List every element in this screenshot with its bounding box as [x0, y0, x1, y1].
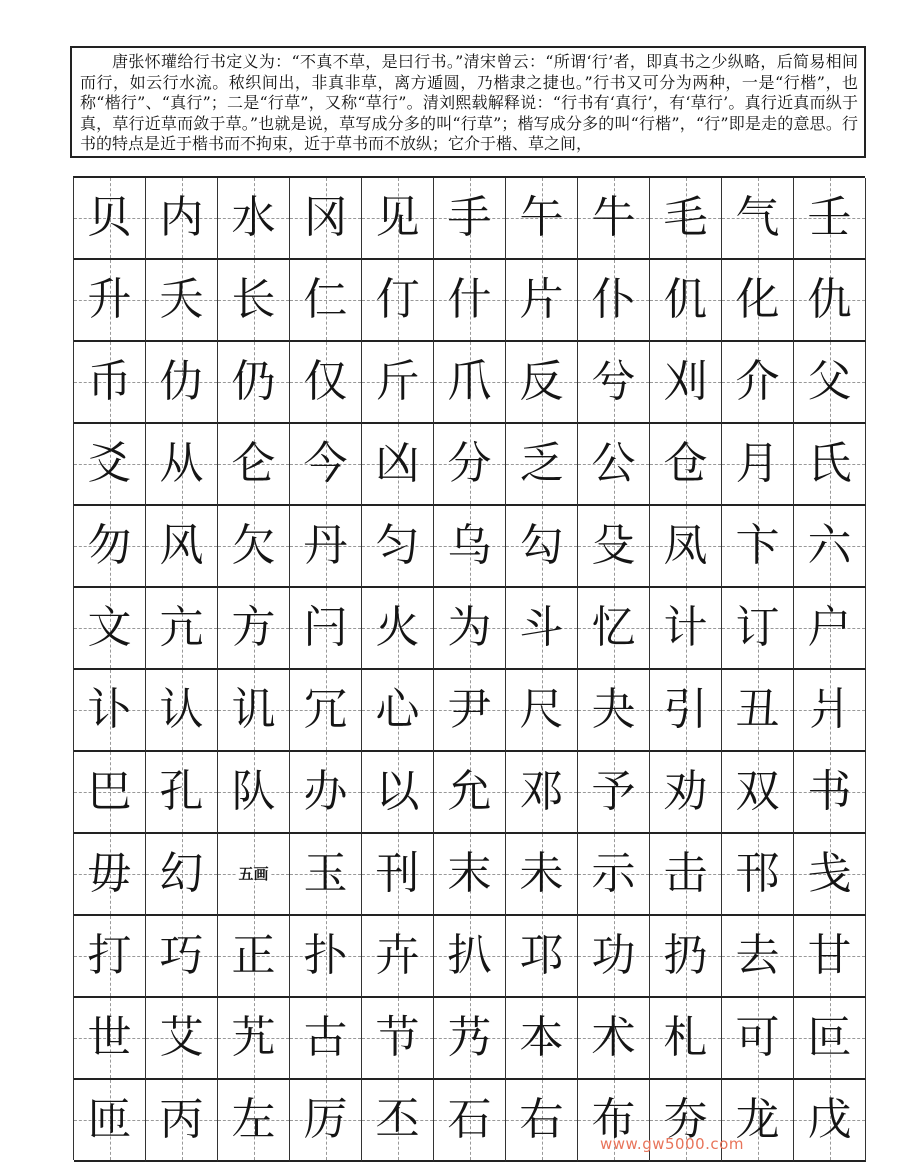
grid-cell: [722, 342, 794, 424]
calligraphy-character: 艽: [231, 1012, 276, 1063]
grid-cell: [650, 916, 722, 998]
calligraphy-character: 世: [87, 1012, 132, 1063]
grid-cell: [290, 752, 362, 834]
calligraphy-character: 壬: [807, 192, 852, 243]
grid-cell: [794, 752, 866, 834]
calligraphy-character: 古: [303, 1012, 348, 1063]
grid-cell: [218, 670, 290, 752]
grid-cell: [290, 342, 362, 424]
calligraphy-character: 氏: [807, 438, 852, 489]
calligraphy-character: 本: [519, 1012, 564, 1063]
grid-cell: [290, 588, 362, 670]
grid-cell: [74, 178, 146, 260]
calligraphy-character: 叵: [807, 1012, 852, 1063]
grid-cell: [434, 1080, 506, 1162]
calligraphy-character: 仂: [159, 356, 204, 407]
grid-cell: [434, 342, 506, 424]
grid-cell: [362, 260, 434, 342]
calligraphy-character: 订: [735, 602, 780, 653]
calligraphy-character: 未: [519, 848, 564, 899]
grid-cell: [290, 506, 362, 588]
grid-cell: [722, 260, 794, 342]
grid-cell: [722, 752, 794, 834]
grid-cell: [578, 506, 650, 588]
grid-cell: [722, 670, 794, 752]
grid-cell: [794, 424, 866, 506]
grid-cell: [650, 178, 722, 260]
grid-cell: [794, 506, 866, 588]
grid-cell: [434, 588, 506, 670]
grid-cell: [290, 178, 362, 260]
calligraphy-character: 丹: [303, 520, 348, 571]
calligraphy-character: 夬: [591, 684, 636, 735]
grid-cell: [722, 998, 794, 1080]
calligraphy-character: 币: [87, 356, 132, 407]
grid-cell: [290, 916, 362, 998]
calligraphy-character: 扒: [447, 930, 492, 981]
grid-cell: [650, 998, 722, 1080]
calligraphy-character: 冈: [303, 192, 348, 243]
calligraphy-character: 风: [159, 520, 204, 571]
calligraphy-character: 分: [447, 438, 492, 489]
calligraphy-character: 邓: [519, 766, 564, 817]
calligraphy-character: 反: [519, 356, 564, 407]
calligraphy-character: 爻: [87, 438, 132, 489]
calligraphy-character: 殳: [591, 520, 636, 571]
grid-cell: [218, 916, 290, 998]
grid-cell: [794, 670, 866, 752]
grid-cell: [722, 588, 794, 670]
grid-cell: [290, 834, 362, 916]
grid-cell: [218, 506, 290, 588]
grid-cell: [362, 670, 434, 752]
calligraphy-character: 气: [735, 192, 780, 243]
calligraphy-character: 予: [591, 766, 636, 817]
calligraphy-character: 邛: [519, 930, 564, 981]
calligraphy-character: 兮: [591, 356, 636, 407]
calligraphy-character: 龙: [735, 1094, 780, 1145]
calligraphy-character: 计: [663, 602, 708, 653]
grid-cell: [74, 916, 146, 998]
calligraphy-character: 刊: [375, 848, 420, 899]
calligraphy-character: 双: [735, 766, 780, 817]
grid-cell: [362, 834, 434, 916]
calligraphy-character: 升: [87, 274, 132, 325]
calligraphy-character: 匝: [87, 1094, 132, 1145]
grid-cell: [506, 1080, 578, 1162]
calligraphy-character: 介: [735, 356, 780, 407]
calligraphy-character: 打: [87, 930, 132, 981]
calligraphy-character: 爪: [447, 356, 492, 407]
grid-cell: [794, 178, 866, 260]
calligraphy-character: 末: [447, 848, 492, 899]
grid-cell: [434, 752, 506, 834]
grid-cell: [218, 424, 290, 506]
grid-cell: [218, 588, 290, 670]
grid-cell: [146, 752, 218, 834]
calligraphy-character: 队: [231, 766, 276, 817]
calligraphy-character: 什: [447, 274, 492, 325]
grid-cell: [794, 998, 866, 1080]
grid-cell: [146, 342, 218, 424]
calligraphy-character: 忆: [591, 602, 636, 653]
calligraphy-character: 尹: [447, 684, 492, 735]
calligraphy-character: 仅: [303, 356, 348, 407]
calligraphy-character: 乌: [447, 520, 492, 571]
calligraphy-character: 仁: [303, 274, 348, 325]
calligraphy-character: 节: [375, 1012, 420, 1063]
calligraphy-character: 丙: [159, 1094, 204, 1145]
calligraphy-character: 认: [159, 684, 204, 735]
grid-cell: [434, 178, 506, 260]
grid-cell: [794, 588, 866, 670]
grid-cell: [578, 834, 650, 916]
grid-cell: [794, 916, 866, 998]
grid-cell: [506, 588, 578, 670]
calligraphy-character: 刈: [663, 356, 708, 407]
grid-cell: [146, 260, 218, 342]
calligraphy-character: 讣: [87, 684, 132, 735]
calligraphy-character: 乏: [519, 438, 564, 489]
calligraphy-character: 今: [303, 438, 348, 489]
grid-cell: [650, 342, 722, 424]
calligraphy-character: 可: [735, 1012, 780, 1063]
grid-cell: [146, 424, 218, 506]
grid-cell: [578, 588, 650, 670]
calligraphy-character: 劝: [663, 766, 708, 817]
grid-cell: [650, 670, 722, 752]
grid-cell: [146, 670, 218, 752]
grid-cell: [794, 342, 866, 424]
calligraphy-character: 仇: [807, 274, 852, 325]
grid-cell: [506, 506, 578, 588]
grid-cell: [218, 834, 290, 916]
calligraphy-character: 孔: [159, 766, 204, 817]
calligraphy-character: 玉: [303, 848, 348, 899]
grid-cell: [362, 752, 434, 834]
grid-cell: [434, 424, 506, 506]
calligraphy-character: 闩: [303, 602, 348, 653]
calligraphy-character: 毛: [663, 192, 708, 243]
intro-paragraph: 唐张怀瓘给行书定义为：“不真不草，是曰行书。”清宋曾云：“所谓‘行’者，即真书之少纵略，后简易相间而行，如云行水流。秾织间出，非真非草，离方遁圆，乃楷隶之捷也。”行书又可分为两种，一是“行楷”，也称“楷行”、“真行”；二是“行草”，又称“草行”。清刘熙载解释说：“行书有‘真行’，有‘草行’。真行近真而纵于真，草行近草而敛于草。”也就是说，草写成分多的叫“行草”；楷写成分多的叫“行楷”，“行”即是走的意思。行书的特点是近于楷书而不拘束，近于草书而不放纵；它介于楷、草之间，: [80, 52, 858, 153]
grid-cell: [146, 506, 218, 588]
calligraphy-character: 夯: [663, 1094, 708, 1145]
calligraphy-character: 左: [231, 1094, 276, 1145]
character-practice-grid: [73, 176, 865, 1160]
calligraphy-character: 办: [303, 766, 348, 817]
grid-cell: [218, 1080, 290, 1162]
grid-cell: [650, 588, 722, 670]
grid-cell: [506, 752, 578, 834]
grid-cell: [578, 916, 650, 998]
grid-cell: [506, 998, 578, 1080]
grid-cell: [434, 670, 506, 752]
calligraphy-character: 毋: [87, 848, 132, 899]
calligraphy-character: 为: [447, 602, 492, 653]
calligraphy-character: 亢: [159, 602, 204, 653]
grid-cell: [74, 752, 146, 834]
grid-cell: [362, 916, 434, 998]
calligraphy-character: 术: [591, 1012, 636, 1063]
calligraphy-character: 艾: [159, 1012, 204, 1063]
grid-cell: [218, 178, 290, 260]
calligraphy-character: 冗: [303, 684, 348, 735]
calligraphy-character: 方: [231, 602, 276, 653]
calligraphy-character: 戊: [807, 1094, 852, 1145]
calligraphy-character: 勾: [519, 520, 564, 571]
calligraphy-character: 凤: [663, 520, 708, 571]
grid-cell: [434, 260, 506, 342]
calligraphy-character: 仍: [231, 356, 276, 407]
grid-cell: [506, 342, 578, 424]
calligraphy-character: 讥: [231, 684, 276, 735]
calligraphy-character: 月: [735, 438, 780, 489]
grid-cell: [74, 998, 146, 1080]
grid-cell: [578, 752, 650, 834]
grid-cell: [578, 342, 650, 424]
grid-cell: [434, 998, 506, 1080]
calligraphy-character: 示: [591, 848, 636, 899]
calligraphy-character: 爿: [807, 684, 852, 735]
calligraphy-character: 巧: [159, 930, 204, 981]
grid-cell: [722, 178, 794, 260]
calligraphy-character: 手: [447, 192, 492, 243]
grid-cell: [146, 916, 218, 998]
calligraphy-character: 心: [375, 684, 420, 735]
grid-cell: [218, 260, 290, 342]
calligraphy-character: 从: [159, 438, 204, 489]
grid-cell: [578, 178, 650, 260]
grid-cell: [218, 342, 290, 424]
grid-cell: [74, 506, 146, 588]
calligraphy-character: 引: [663, 684, 708, 735]
grid-cell: [362, 342, 434, 424]
grid-cell: [506, 424, 578, 506]
calligraphy-character: 去: [735, 930, 780, 981]
calligraphy-character: 匀: [375, 520, 420, 571]
grid-cell: [74, 588, 146, 670]
calligraphy-character: 欠: [231, 520, 276, 571]
grid-cell: [722, 424, 794, 506]
calligraphy-character: 功: [591, 930, 636, 981]
grid-cell: [74, 670, 146, 752]
grid-cell: [290, 1080, 362, 1162]
calligraphy-character: 长: [231, 274, 276, 325]
calligraphy-character: 厉: [303, 1094, 348, 1145]
intro-text-box: [70, 46, 866, 158]
grid-cell: [146, 588, 218, 670]
grid-cell: [74, 342, 146, 424]
calligraphy-character: 右: [519, 1094, 564, 1145]
grid-cell: [578, 998, 650, 1080]
calligraphy-character: 卞: [735, 520, 780, 571]
grid-cell: [290, 424, 362, 506]
grid-cell: [506, 916, 578, 998]
stroke-count-label: 五画: [238, 864, 269, 883]
calligraphy-character: 牛: [591, 192, 636, 243]
calligraphy-character: 正: [231, 930, 276, 981]
calligraphy-character: 石: [447, 1094, 492, 1145]
grid-cell: [146, 834, 218, 916]
calligraphy-character: 仃: [375, 274, 420, 325]
grid-cell: [794, 260, 866, 342]
calligraphy-character: 火: [375, 602, 420, 653]
grid-cell: [578, 670, 650, 752]
calligraphy-character: 扑: [303, 930, 348, 981]
grid-cell: [434, 506, 506, 588]
calligraphy-character: 尺: [519, 684, 564, 735]
calligraphy-character: 札: [663, 1012, 708, 1063]
calligraphy-character: 击: [663, 848, 708, 899]
grid-cell: [74, 834, 146, 916]
calligraphy-character: 允: [447, 766, 492, 817]
grid-cell: [146, 998, 218, 1080]
calligraphy-character: 仆: [591, 274, 636, 325]
calligraphy-character: 仓: [663, 438, 708, 489]
grid-cell: [74, 1080, 146, 1162]
calligraphy-character: 午: [519, 192, 564, 243]
grid-cell: [722, 834, 794, 916]
calligraphy-character: 片: [519, 274, 564, 325]
grid-cell: [362, 424, 434, 506]
grid-cell: [506, 260, 578, 342]
watermark: www.gw5000.com: [600, 1135, 744, 1153]
calligraphy-character: 扔: [663, 930, 708, 981]
grid-cell: [146, 1080, 218, 1162]
grid-cell: [290, 670, 362, 752]
calligraphy-character: 布: [591, 1094, 636, 1145]
calligraphy-character: 斗: [519, 602, 564, 653]
grid-cell: [650, 752, 722, 834]
grid-cell: [218, 752, 290, 834]
grid-cell: [434, 834, 506, 916]
calligraphy-character: 巴: [87, 766, 132, 817]
calligraphy-character: 六: [807, 520, 852, 571]
grid-cell: [578, 424, 650, 506]
grid-cell: [722, 916, 794, 998]
grid-cell: [290, 998, 362, 1080]
calligraphy-character: 卉: [375, 930, 420, 981]
calligraphy-character: 文: [87, 602, 132, 653]
calligraphy-character: 贝: [87, 192, 132, 243]
grid-cell: [362, 506, 434, 588]
calligraphy-character: 内: [159, 192, 204, 243]
calligraphy-character: 戋: [807, 848, 852, 899]
grid-cell: [650, 260, 722, 342]
calligraphy-character: 见: [375, 192, 420, 243]
grid-cell: [362, 588, 434, 670]
calligraphy-character: 书: [807, 766, 852, 817]
calligraphy-character: 仉: [663, 274, 708, 325]
calligraphy-character: 父: [807, 356, 852, 407]
calligraphy-character: 丑: [735, 684, 780, 735]
grid-cell: [362, 1080, 434, 1162]
grid-cell: [650, 424, 722, 506]
grid-cell: [434, 916, 506, 998]
grid-cell: [506, 834, 578, 916]
calligraphy-character: 公: [591, 438, 636, 489]
calligraphy-character: 艿: [447, 1012, 492, 1063]
calligraphy-character: 水: [231, 192, 276, 243]
calligraphy-character: 斤: [375, 356, 420, 407]
calligraphy-character: 化: [735, 274, 780, 325]
calligraphy-character: 幻: [159, 848, 204, 899]
grid-cell: [146, 178, 218, 260]
grid-cell: [650, 834, 722, 916]
calligraphy-character: 邗: [735, 848, 780, 899]
grid-cell: [74, 424, 146, 506]
grid-cell: [650, 506, 722, 588]
grid-cell: [722, 506, 794, 588]
calligraphy-character: 仑: [231, 438, 276, 489]
grid-cell: [290, 260, 362, 342]
grid-cell: [506, 178, 578, 260]
grid-cell: [362, 998, 434, 1080]
grid-cell: [218, 998, 290, 1080]
grid-cell: [362, 178, 434, 260]
grid-cell: [74, 260, 146, 342]
calligraphy-character: 丕: [375, 1094, 420, 1145]
grid-cell: [578, 260, 650, 342]
calligraphy-character: 甘: [807, 930, 852, 981]
grid-cell: [794, 1080, 866, 1162]
calligraphy-character: 夭: [159, 274, 204, 325]
calligraphy-character: 以: [375, 766, 420, 817]
calligraphy-character: 户: [807, 602, 852, 653]
grid-cell: [506, 670, 578, 752]
calligraphy-character: 凶: [375, 438, 420, 489]
calligraphy-character: 勿: [87, 520, 132, 571]
grid-cell: [794, 834, 866, 916]
